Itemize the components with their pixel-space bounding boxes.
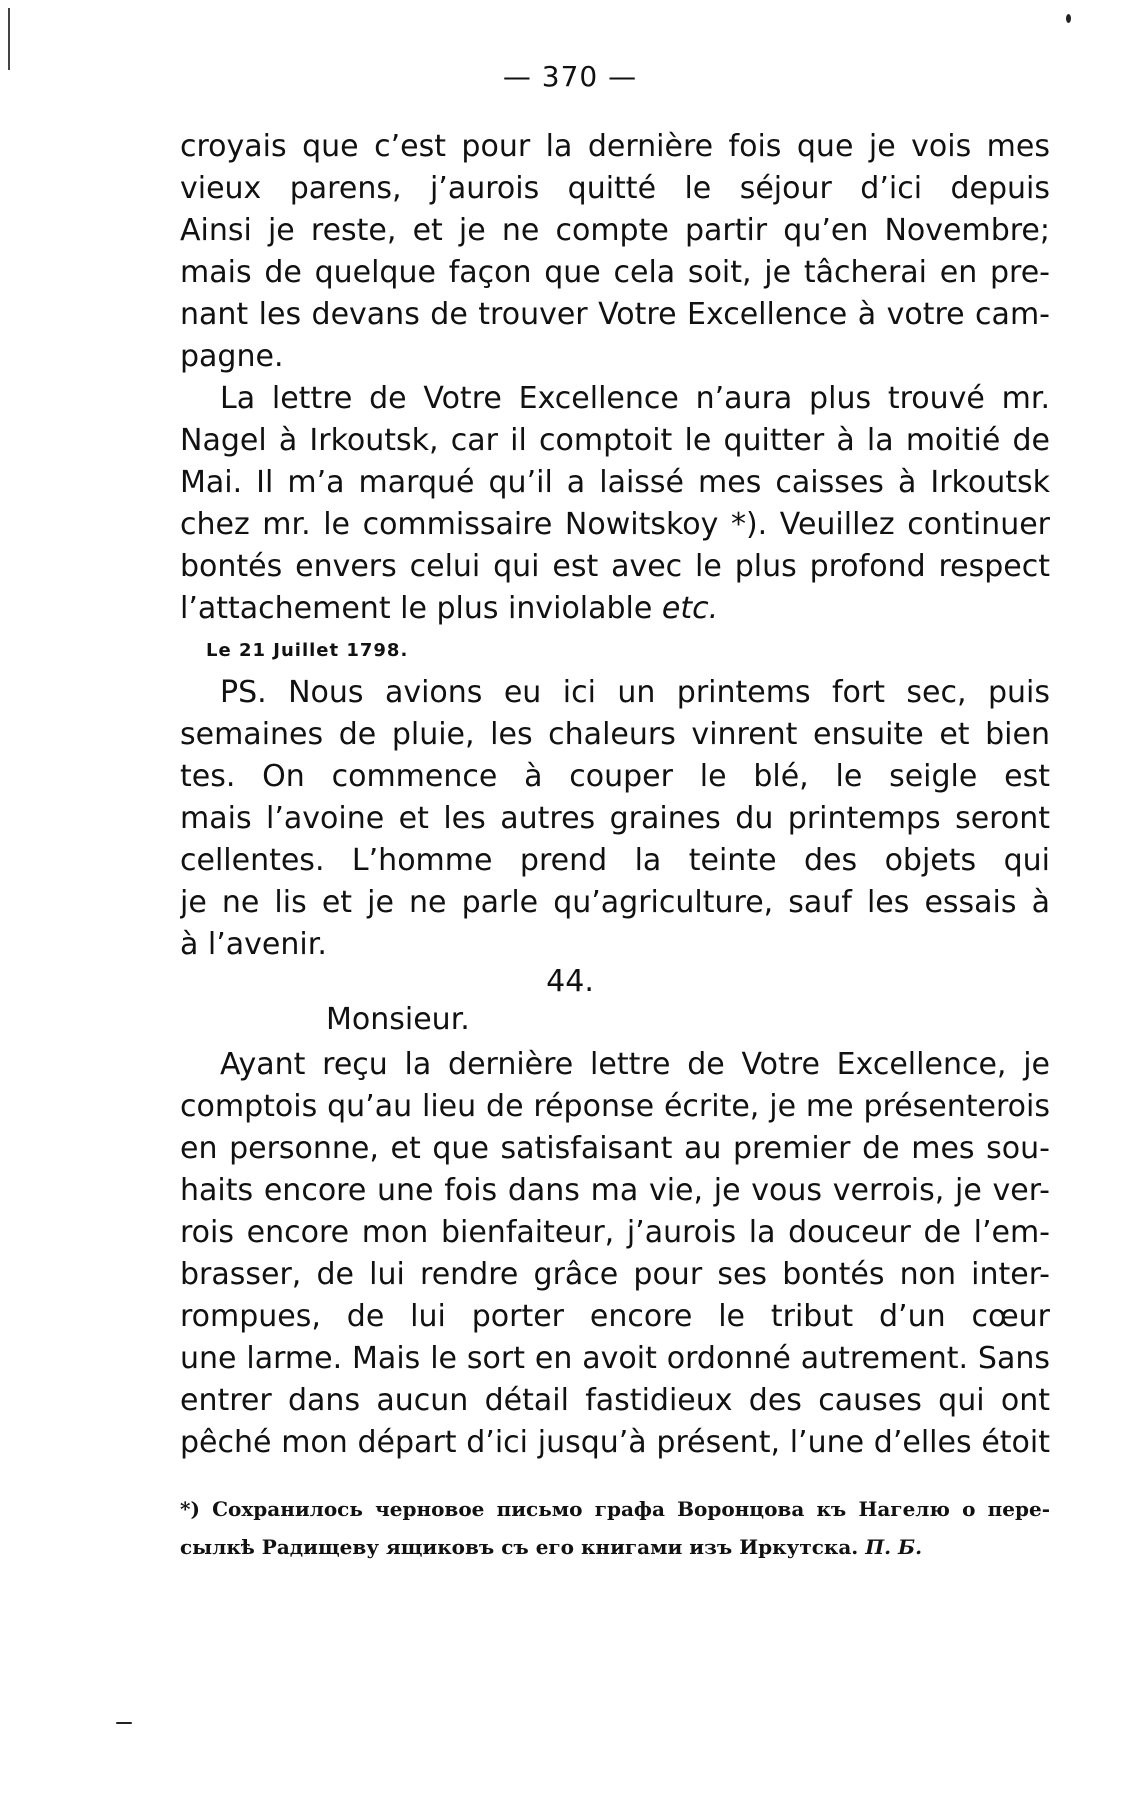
text-line: PS. Nous avions eu ici un printems fort sec, puis xyxy=(220,675,1050,710)
text-line: rompues, de lui porter encore le tribut d’un cœur xyxy=(180,1299,1050,1334)
letter-date: Le 21 Juillet 1798. xyxy=(206,640,409,661)
text-line-main: l’attachement le plus inviolable xyxy=(180,591,653,626)
ink-speck xyxy=(116,1722,132,1724)
text-line: cellentes. L’homme prend la teinte des objets qui xyxy=(180,843,1050,878)
text-line: mais l’avoine et les autres graines du printemps seront xyxy=(180,801,1050,836)
text-line: bontés envers celui qui est avec le plus profond respect xyxy=(180,549,1050,584)
text-line: tes. On commence à couper le blé, le seigle est xyxy=(180,759,1050,794)
text-line: chez mr. le commissaire Nowitskoy *). Veuillez continuer xyxy=(180,507,1050,542)
text-line: croyais que c’est pour la dernière fois que je vois mes xyxy=(180,129,1050,164)
text-line: brasser, de lui rendre grâce pour ses bontés non inter- xyxy=(180,1257,1050,1292)
footnote-line xyxy=(180,1528,1050,1566)
salutation: Monsieur. xyxy=(326,1002,470,1037)
text-line: nant les devans de trouver Votre Excellence à votre cam- xyxy=(180,297,1050,332)
text-line: Nagel à Irkoutsk, car il comptoit le quitter à la moitié de xyxy=(180,423,1050,458)
text-line: entrer dans aucun détail fastidieux des causes qui ont xyxy=(180,1383,1050,1418)
ink-speck xyxy=(1066,14,1071,23)
text-line xyxy=(180,588,1050,630)
text-line: semaines de pluie, les chaleurs vinrent ensuite et bien xyxy=(180,717,1050,752)
text-line: rois encore mon bienfaiteur, j’aurois la douceur de l’em- xyxy=(180,1215,1050,1250)
footnote xyxy=(180,1490,1050,1566)
text-line: une larme. Mais le sort en avoit ordonné autrement. Sans xyxy=(180,1341,1050,1376)
text-line: haits encore une fois dans ma vie, je vous verrois, je ver- xyxy=(180,1173,1050,1208)
text-line: comptois qu’au lieu de réponse écrite, je me présenterois xyxy=(180,1089,1050,1124)
text-line: je ne lis et je ne parle qu’agriculture, sauf les essais à xyxy=(180,885,1050,920)
text-line: mais de quelque façon que cela soit, je tâcherai en pre- xyxy=(180,255,1050,290)
etc-abbreviation: etc. xyxy=(661,591,719,626)
footnote-line: *) Сохранилось черновое письмо графа Воронцова къ Нагелю о пере- xyxy=(180,1497,1050,1521)
paragraph-continuation xyxy=(180,126,1050,378)
letter-body xyxy=(180,1044,1050,1464)
letter-number: 44. xyxy=(546,964,594,999)
postscript xyxy=(180,672,1050,966)
page-number: — 370 — xyxy=(502,60,638,93)
text-line: Ayant reçu la dernière lettre de Votre Excellence, je xyxy=(220,1047,1050,1082)
text-line: en personne, et que satisfaisant au premier de mes sou- xyxy=(180,1131,1050,1166)
text-line: à l’avenir. xyxy=(180,927,327,962)
text-line: pagne. xyxy=(180,339,284,374)
text-line: Mai. Il m’a marqué qu’il a laissé mes caisses à Irkoutsk xyxy=(180,465,1050,500)
footnote-signature: П. Б. xyxy=(865,1535,923,1559)
footnote-text: сылкѣ Радищеву ящиковъ съ его книгами изъ Иркутска. xyxy=(180,1535,859,1559)
paragraph-lettre xyxy=(180,378,1050,630)
text-line: La lettre de Votre Excellence n’aura plus trouvé mr. xyxy=(220,381,1050,416)
text-line: pêché mon départ d’ici jusqu’à présent, l’une d’elles étoit xyxy=(180,1425,1050,1460)
text-line: vieux parens, j’aurois quitté le séjour d’ici depuis xyxy=(180,171,1050,206)
text-line: Ainsi je reste, et je ne compte partir qu’en Novembre; xyxy=(180,213,1050,248)
